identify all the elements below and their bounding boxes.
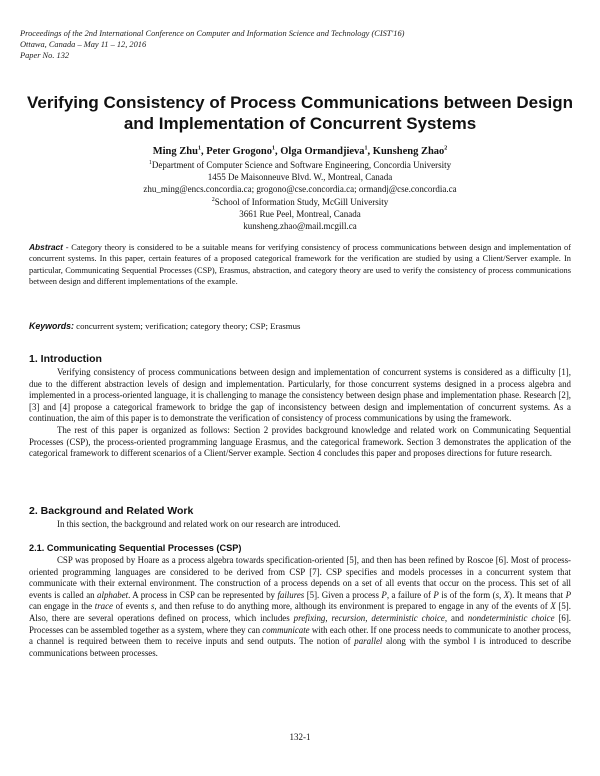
author-affil-mark: 1 [197, 145, 201, 152]
title-line-1: Verifying Consistency of Process Communications between Design [26, 93, 574, 112]
affiliation-2-email: kunsheng.zhao@mail.mcgill.ca [243, 221, 357, 232]
affiliations [20, 159, 580, 232]
affiliation-2-line-1: $^2$School of Information Study, McGill University [211, 196, 389, 207]
affiliation-2-line-2: 3661 Rue Peel, Montreal, Canada [239, 208, 361, 219]
paragraph: CSP was proposed by Hoare as a process algebra towards specification-oriented [5], and then has been refined by Roscoe [6]. Most of process-oriented programming languages are considered to be derived from CSP [7]. CSP specifies and models processes in a concurrent system that communicate with their external environment. The construction of a process depends on a set of all events that occur on the process. This set of all events is called an alphabet. A process in CSP can be represented by failures [5]. Given a process P, a failure of P is of the form (s, X). It means that P can engage in the trace of events s, and then refuse to do anything more, although its environment is prepared to engage in any of the events of X [5]. Also, there are several operations defined on process, which includes prefixing, recursion, deterministic choice, and nondeterministic choice [6]. Processes can be assembled together as a system, where they can communicate with each other. If one process needs to communicate to another process, a channel is required between them to receive inputs and send outputs. The notion of parallel along with the symbol ‖ is introduced to describe communications between processes. [29, 555, 572, 658]
paragraph: In this section, the background and related work on our research are introduced. [57, 519, 341, 529]
author-name: Peter Grogono [206, 146, 272, 157]
author-name: Olga Ormandjieva [280, 146, 365, 157]
keywords-label: Keywords: [29, 321, 74, 331]
section-heading-introduction: 1. Introduction [29, 353, 102, 365]
background-body [29, 519, 571, 531]
author-list: Ming Zhu$^1$, Peter Grogono$^1$, Olga Ormandjieva$^1$, Kunsheng Zhao$^2$ [152, 145, 448, 157]
section-heading-background: 2. Background and Related Work [29, 505, 194, 517]
paragraph: The rest of this paper is organized as follows: Section 2 provides background knowledge and related work on Communicating Sequential Processes (CSP), the process-oriented programming language Erasmus, and the categorical framework. Section 3 demonstrates the application of the categorical framework to different scenarios of a Client/Server example. Section 4 concludes this paper and proposes directions for future research. [29, 424, 571, 459]
author-name: Ming Zhu [152, 146, 198, 157]
abstract [29, 242, 571, 288]
header-line-3: Paper No. 132 [20, 51, 70, 60]
author-affil-mark: 1 [364, 145, 368, 152]
subsection-heading-csp: 2.1. Communicating Sequential Processes (CSP) [29, 543, 242, 553]
author-affil-mark: 2 [444, 145, 448, 152]
paper-title [20, 92, 580, 134]
csp-body [29, 555, 571, 659]
keywords-text: concurrent system; verification; category theory; CSP; Erasmus [73, 321, 301, 331]
keywords [29, 320, 571, 332]
page-number: 132-1 [289, 732, 311, 742]
abstract-label: Abstract [29, 242, 63, 252]
affiliation-mark: 1 [148, 160, 152, 166]
proceedings-header [20, 28, 404, 61]
author-name: Kunsheng Zhao [372, 146, 445, 157]
affiliation-mark: 2 [211, 196, 215, 203]
affiliation-1-emails: zhu_ming@encs.concordia.ca; grogono@cse.concordia.ca; ormandj@cse.concordia.ca [143, 184, 457, 195]
abstract-text: - Category theory is considered to be a suitable means for verifying consistency of process communications between design and implementation of concurrent systems. In this paper, certain features of a proposed categorical framework for the verification are studied by using a Client/Server example. In particular, Communicating Sequential Processes (CSP), Erasmus, abstraction, and category theory are used to verify the consistency of process communications between design and different implementations of the example. [29, 243, 571, 287]
author-affil-mark: 1 [272, 145, 275, 152]
affiliation-1-line-1: $^1$Department of Computer Science and Software Engineering, Concordia University [148, 160, 452, 170]
affiliation-1-line-2: 1455 De Maisonneuve Blvd. W., Montreal, Canada [207, 172, 393, 183]
header-line-2: Ottawa, Canada – May 11 – 12, 2016 [20, 40, 147, 49]
paragraph: Verifying consistency of process communications between design and implementation of concurrent systems is considered as a difficulty [1], due to the different abstraction levels of design and implementation. Particularly, for those concurrent systems designed in a process algebra and implemented in a process-oriented language, it is challenging to manage the consistency between design phase and implementation phase. Research [2], [3] and [4] propose a categorical framework to bridge the gap of inconsistency between design and implementation of concurrent systems. As a continuation, the aim of this paper is to demonstrate the verification of consistency of process communications by using the framework. [29, 367, 571, 424]
header-line-1: Proceedings of the 2nd International Conference on Computer and Information Science and Technology (CIST'16) [20, 29, 405, 38]
introduction-body [29, 367, 571, 460]
title-line-2: and Implementation of Concurrent Systems [123, 114, 477, 133]
